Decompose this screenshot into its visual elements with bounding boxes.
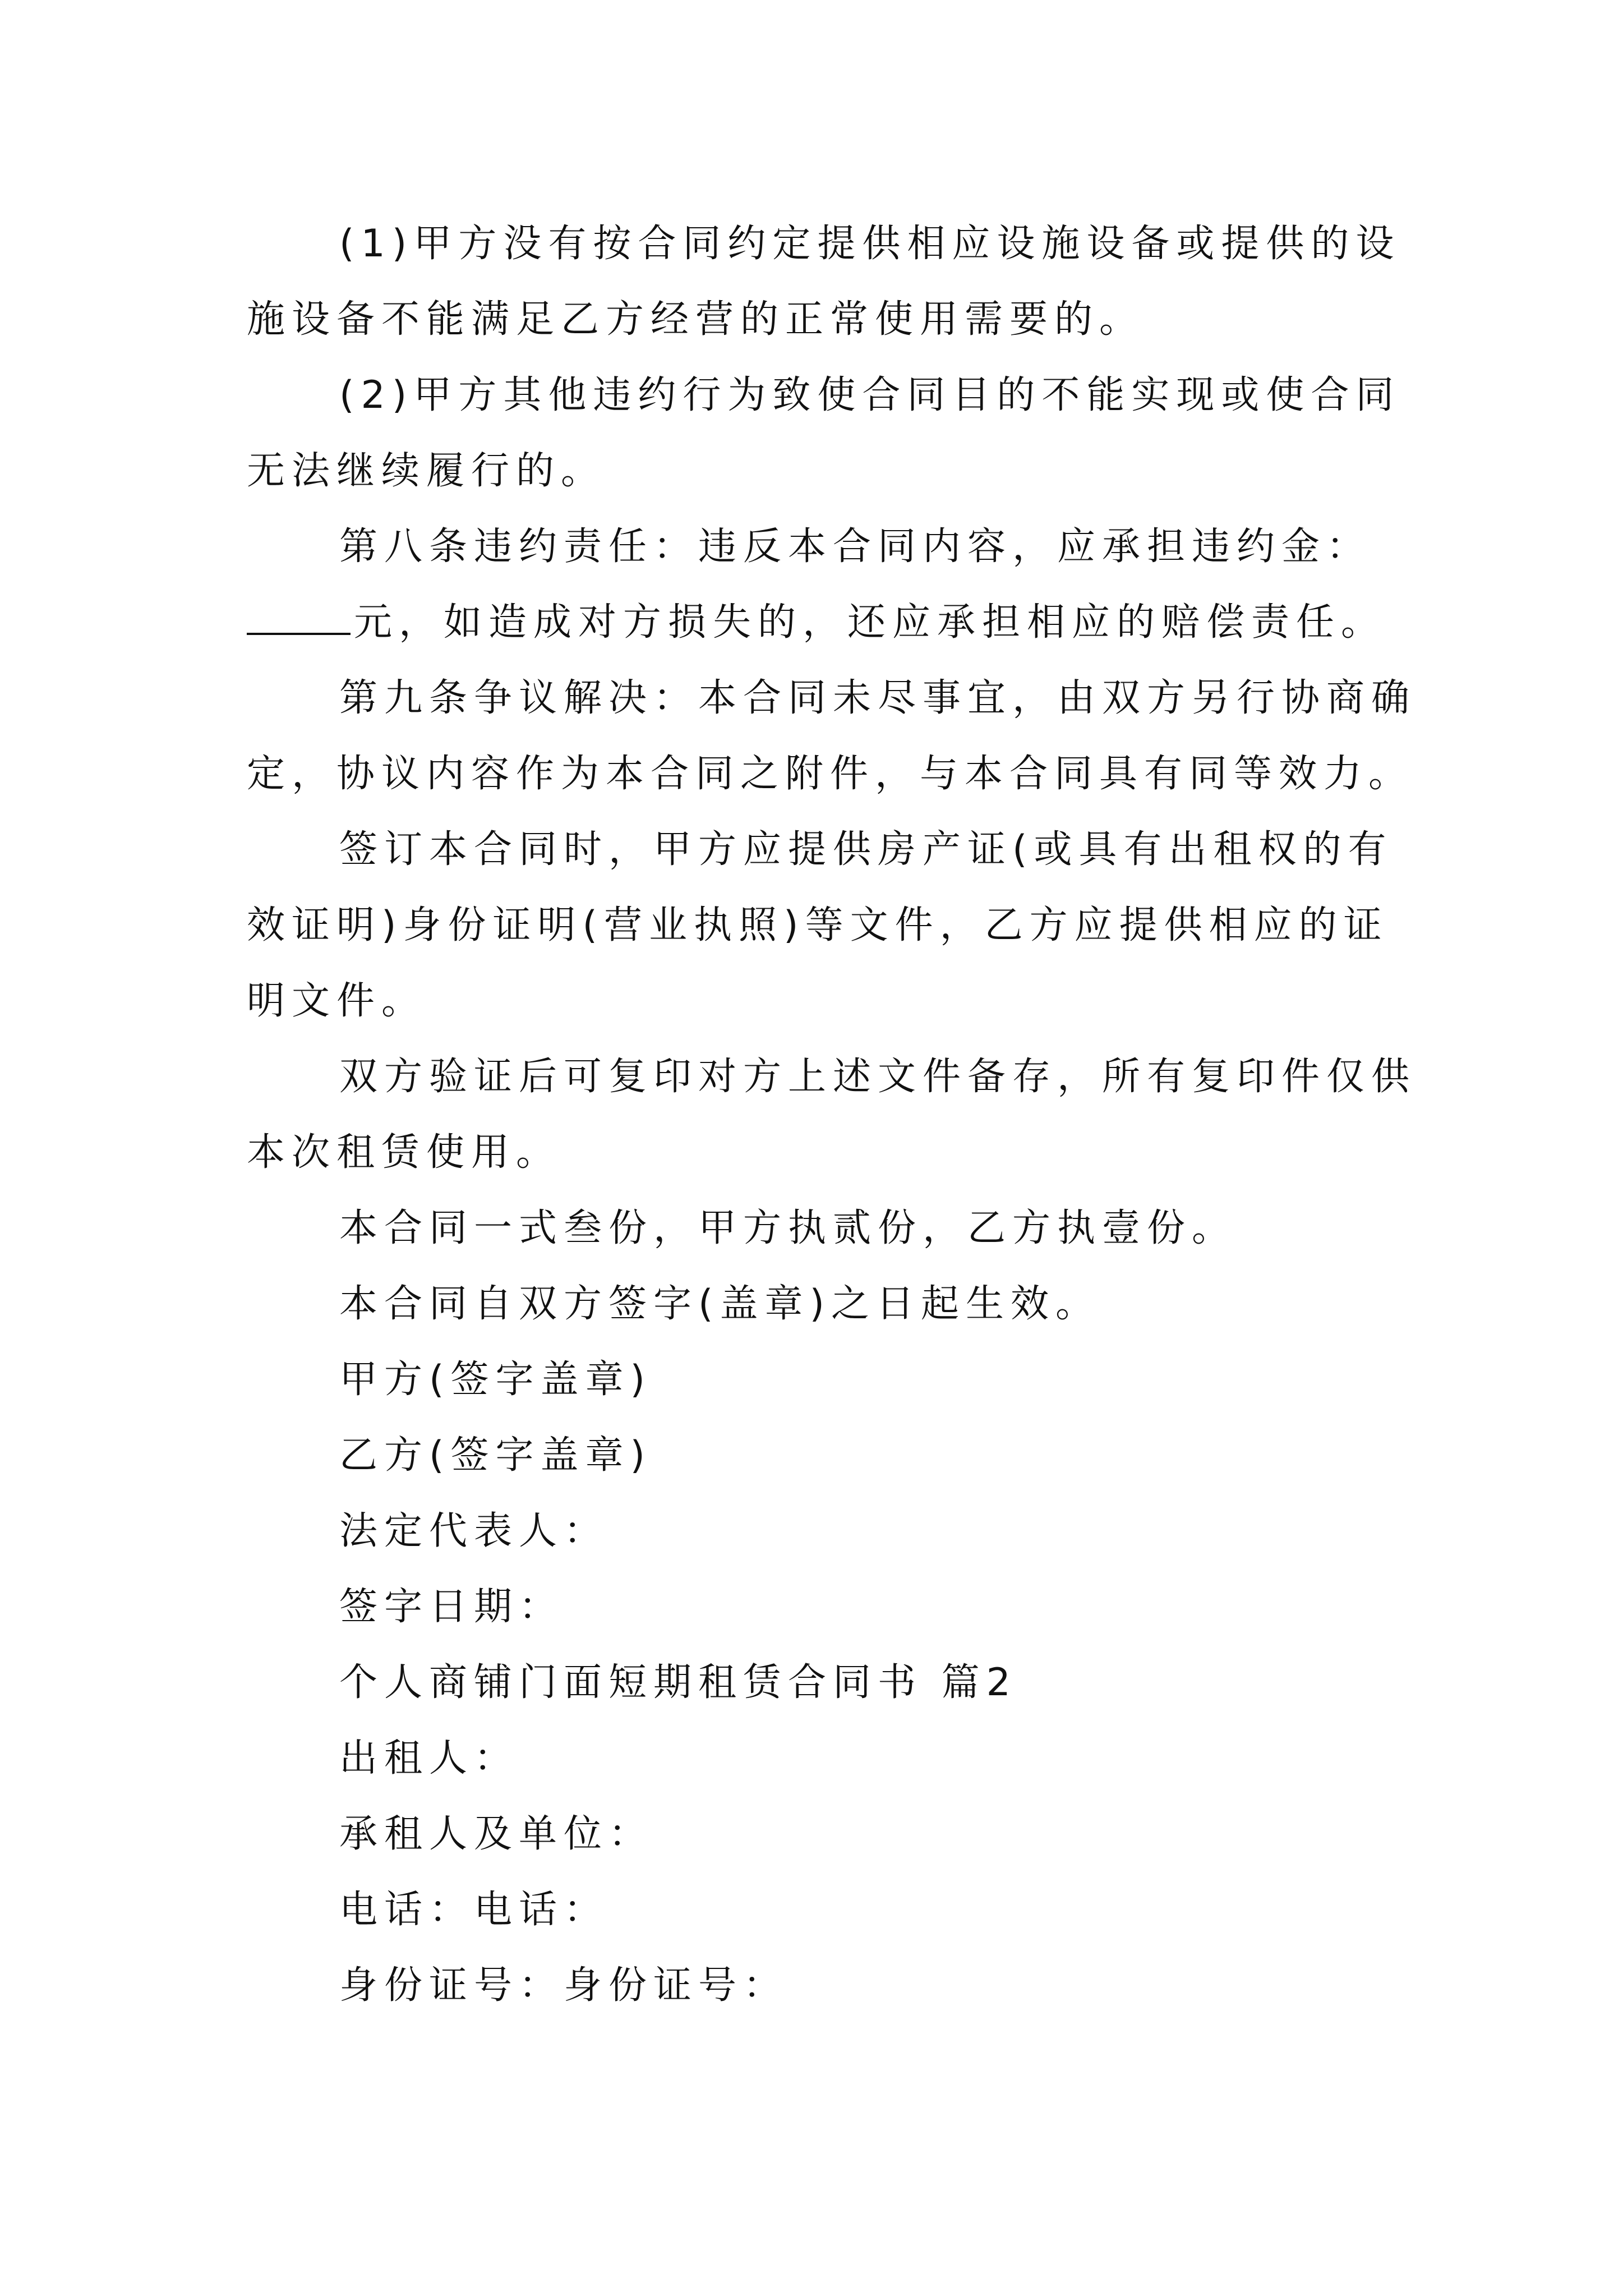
clause-item-1-line-1: (1)甲方没有按合同约定提供相应设施设备或提供的设 <box>339 222 1401 266</box>
article-8-line-2-text: 元，如造成对方损失的，还应承担相应的赔偿责任。 <box>354 600 1386 645</box>
phone-line: 电话：电话： <box>339 1888 609 1932</box>
clause-item-2-line-1: (2)甲方其他违约行为致使合同目的不能实现或使合同 <box>339 373 1401 417</box>
penalty-amount-blank <box>247 593 351 635</box>
article-9-line-1: 第九条争议解决：本合同未尽事宜，由双方另行协商确 <box>339 676 1417 720</box>
section-heading: 个人商铺门面短期租赁合同书 篇2 <box>339 1660 1017 1705</box>
article-8-line-1: 第八条违约责任：违反本合同内容，应承担违约金： <box>339 524 1372 569</box>
copies-count-line: 本合同一式叁份，甲方执贰份，乙方执壹份。 <box>339 1206 1237 1250</box>
article-9-line-2: 定，协议内容作为本合同之附件，与本合同具有同等效力。 <box>247 752 1414 796</box>
article-8-line-2 <box>247 592 1386 654</box>
signing-date-line: 签字日期： <box>339 1585 564 1629</box>
lessee-line: 承租人及单位： <box>339 1812 654 1856</box>
copies-paragraph-line-2: 本次租赁使用。 <box>247 1130 561 1175</box>
documents-paragraph-line-3: 明文件。 <box>247 979 427 1023</box>
effective-date-line: 本合同自双方签字(盖章)之日起生效。 <box>339 1282 1101 1326</box>
lessor-line: 出租人： <box>339 1736 519 1780</box>
documents-paragraph-line-1: 签订本合同时，甲方应提供房产证(或具有出租权的有 <box>339 827 1393 872</box>
clause-item-1-line-2: 施设备不能满足乙方经营的正常使用需要的。 <box>247 297 1145 342</box>
id-number-line: 身份证号：身份证号： <box>339 1963 789 2008</box>
documents-paragraph-line-2: 效证明)身份证明(营业执照)等文件，乙方应提供相应的证 <box>247 903 1389 947</box>
legal-representative-line: 法定代表人： <box>339 1509 609 1553</box>
copies-paragraph-line-1: 双方验证后可复印对方上述文件备存，所有复印件仅供 <box>339 1055 1417 1099</box>
party-b-signature-line: 乙方(签字盖章) <box>339 1433 652 1478</box>
clause-item-2-line-2: 无法继续履行的。 <box>247 449 606 493</box>
party-a-signature-line: 甲方(签字盖章) <box>339 1358 652 1402</box>
